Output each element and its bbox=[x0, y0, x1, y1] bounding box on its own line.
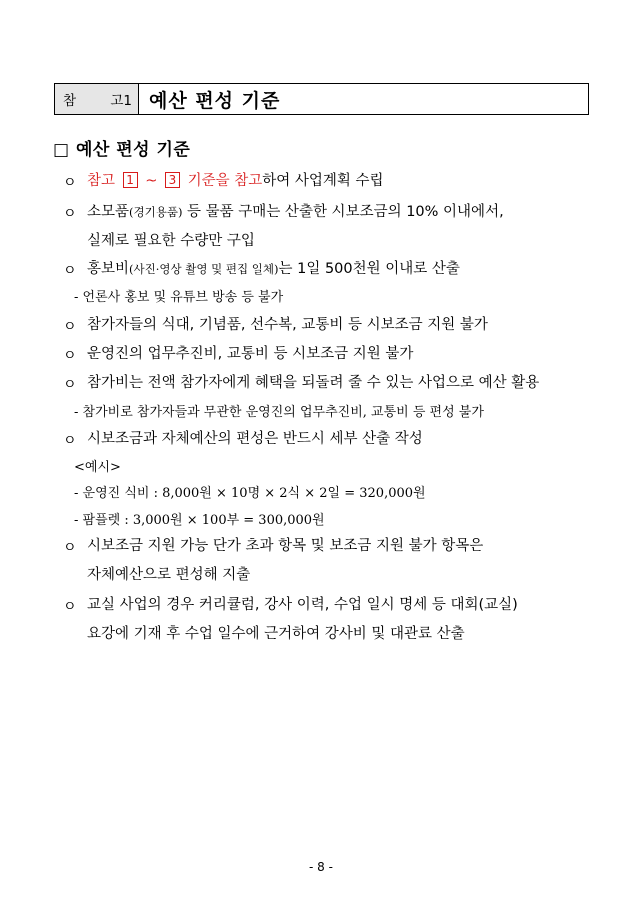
list-item: 시보조금과 자체예산의 편성은 반드시 세부 산출 작성 bbox=[87, 431, 423, 447]
bullet-icon: ㅇ bbox=[63, 599, 77, 615]
list-item bbox=[87, 200, 504, 221]
bullet-icon: ㅇ bbox=[63, 540, 77, 556]
list-item: 참가비는 전액 참가자에게 혜택을 되돌려 줄 수 있는 사업으로 예산 활용 bbox=[87, 375, 540, 391]
example-line: - 운영진 식비 : 8,000원 × 10명 × 2식 × 2일 = 320,000원 bbox=[74, 486, 426, 501]
bullet-icon: ㅇ bbox=[63, 263, 77, 279]
item-note: (사진·영상 촬영 및 편집 일체) bbox=[129, 262, 279, 276]
page-title: 예산 편성 기준 bbox=[149, 89, 281, 112]
list-item: 교실 사업의 경우 커리큘럼, 강사 이력, 수업 일시 명세 등 대회(교실) bbox=[87, 597, 518, 613]
boxed-number: 3 bbox=[165, 172, 180, 188]
sub-item: - 참가비로 참가자들과 무관한 운영진의 업무추진비, 교통비 등 편성 불가 bbox=[74, 405, 484, 420]
item-text: 는 1일 500천원 이내로 산출 bbox=[278, 261, 460, 277]
list-item: 시보조금 지원 가능 단가 초과 항목 및 보조금 지원 불가 항목은 bbox=[87, 538, 484, 554]
item-text: 등 물품 구매는 산출한 시보조금의 10% 이내에서, bbox=[182, 204, 504, 220]
list-item bbox=[87, 257, 460, 278]
bullet-icon: ㅇ bbox=[63, 348, 77, 364]
list-item: 운영진의 업무추진비, 교통비 등 시보조금 지원 불가 bbox=[87, 346, 414, 362]
item-note: (경기용품) bbox=[129, 205, 183, 219]
bullet-icon: ㅇ bbox=[63, 175, 77, 191]
highlight-text: 참고 bbox=[87, 173, 116, 189]
sub-item: - 언론사 홍보 및 유튜브 방송 등 불가 bbox=[74, 290, 284, 305]
item-text: 홍보비 bbox=[87, 261, 130, 277]
bullet-icon: ㅇ bbox=[63, 319, 77, 335]
section-title: □ 예산 편성 기준 bbox=[53, 140, 191, 160]
list-item bbox=[87, 169, 384, 190]
tilde-text: ~ bbox=[145, 173, 158, 189]
highlight-text: 기준을 참고 bbox=[187, 173, 263, 189]
item-text: 소모품 bbox=[87, 204, 130, 220]
reference-label-left: 참 bbox=[63, 93, 77, 109]
example-line: - 팜플렛 : 3,000원 × 100부 = 300,000원 bbox=[74, 513, 325, 528]
item-text: 하여 사업계획 수립 bbox=[262, 173, 384, 189]
bullet-icon: ㅇ bbox=[63, 206, 77, 222]
bullet-icon: ㅇ bbox=[63, 377, 77, 393]
list-item: 참가자들의 식대, 기념품, 선수복, 교통비 등 시보조금 지원 불가 bbox=[87, 317, 488, 333]
page-number: - 8 - bbox=[309, 860, 333, 874]
bullet-icon: ㅇ bbox=[63, 433, 77, 449]
reference-label bbox=[55, 84, 139, 114]
item-continuation: 실제로 필요한 수량만 구입 bbox=[87, 233, 255, 249]
boxed-number: 1 bbox=[123, 172, 138, 188]
example-label: <예시> bbox=[74, 460, 121, 475]
reference-header bbox=[54, 83, 589, 115]
reference-label-right: 고1 bbox=[110, 93, 132, 109]
item-continuation: 요강에 기재 후 수업 일수에 근거하여 강사비 및 대관료 산출 bbox=[87, 626, 465, 642]
item-continuation: 자체예산으로 편성해 지출 bbox=[87, 567, 251, 583]
